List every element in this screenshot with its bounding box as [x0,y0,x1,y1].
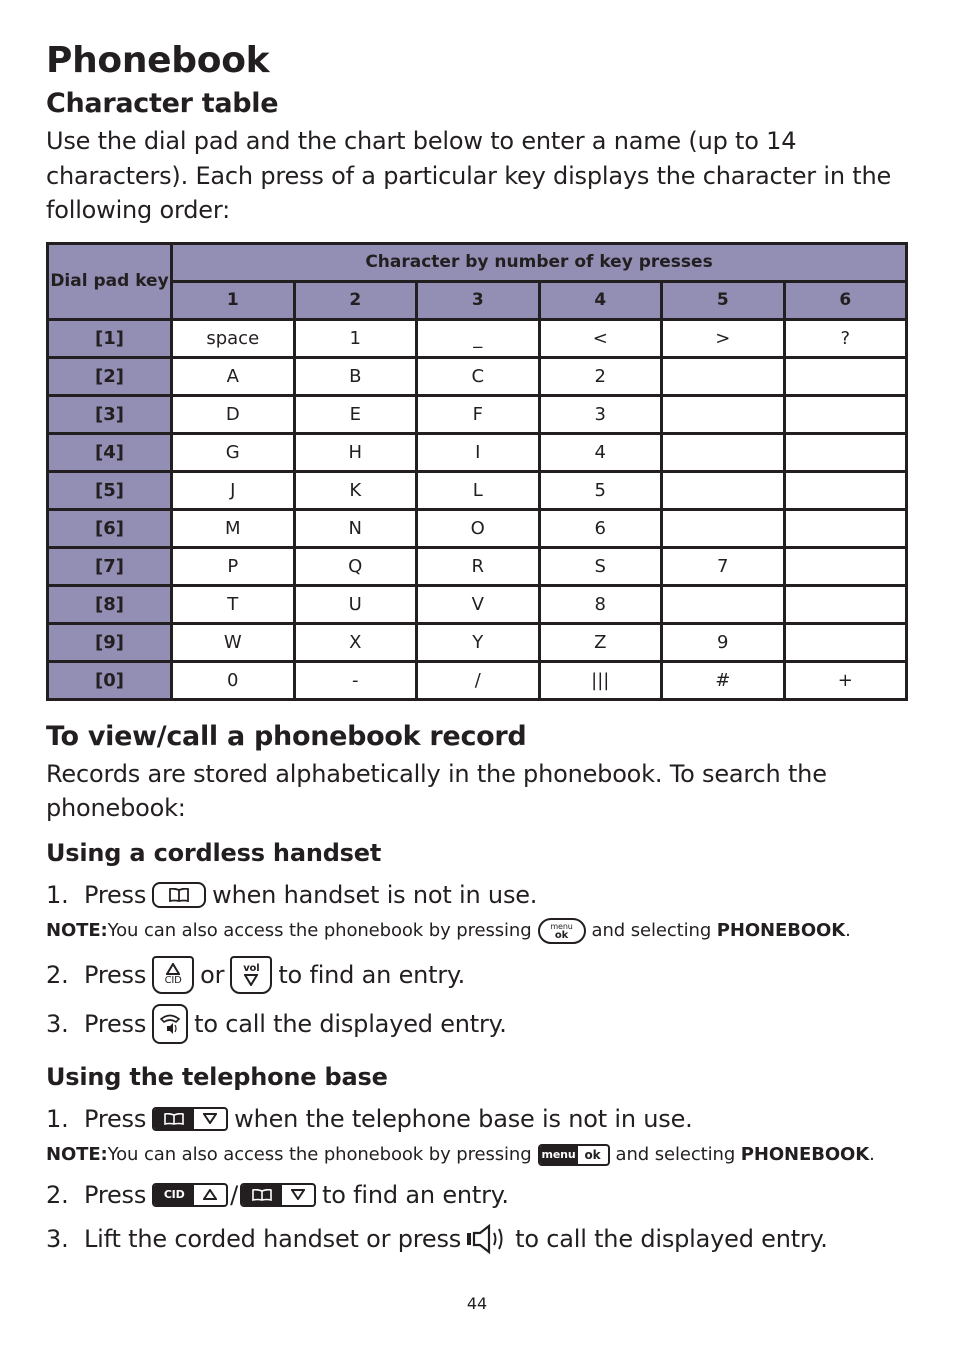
dial-key-cell: [8] [48,585,172,623]
character-cell: P [172,547,295,585]
character-cell: F [417,395,540,433]
character-cell: M [172,509,295,547]
character-table [46,242,908,701]
character-cell [662,585,785,623]
character-cell: ? [784,319,907,357]
character-cell [784,509,907,547]
character-cell: C [417,357,540,395]
dial-key-cell: [6] [48,509,172,547]
base-step-3: 3. Lift the corded handset or press to call the displayed entry. [46,1224,828,1253]
down-arrow-icon [282,1185,314,1205]
base-phonebook-down-key [240,1183,316,1207]
character-cell: D [172,395,295,433]
dial-key-cell: [9] [48,623,172,661]
character-cell: J [172,471,295,509]
character-cell: 8 [539,585,662,623]
character-cell: G [172,433,295,471]
table-row [48,433,907,471]
character-cell: + [784,661,907,699]
subsection-telephone-base: Using the telephone base [46,1062,388,1091]
dial-key-cell: [0] [48,661,172,699]
character-cell: 9 [662,623,785,661]
character-cell [784,471,907,509]
character-cell [784,585,907,623]
table-row [48,509,907,547]
character-cell: T [172,585,295,623]
base-note: NOTE: You can also access the phonebook by pressing menu ok and selecting PHONEBOOK . [46,1143,875,1165]
press-header: 5 [662,281,785,319]
character-cell: I [417,433,540,471]
character-cell [662,509,785,547]
dial-key-cell: [7] [48,547,172,585]
character-cell: B [294,357,417,395]
character-cell: 6 [539,509,662,547]
down-arrow-icon [194,1109,226,1129]
handset-note: NOTE: You can also access the phonebook by pressing menu ok and selecting PHONEBOOK . [46,918,908,944]
handset-step-2: 2. Press CID or vol to find an entry. [46,956,908,994]
character-cell: ||| [539,661,662,699]
press-header: 1 [172,281,295,319]
character-cell: 2 [539,357,662,395]
handset-step-1: 1. Press when handset is not in use. [46,880,538,909]
table-row [48,623,907,661]
dial-key-cell: [2] [48,357,172,395]
character-cell: 7 [662,547,785,585]
press-count-header-row [48,281,907,319]
character-cell: S [539,547,662,585]
character-cell: A [172,357,295,395]
character-cell: U [294,585,417,623]
character-cell: O [417,509,540,547]
character-cell: V [417,585,540,623]
table-row [48,547,907,585]
character-cell [784,395,907,433]
character-cell: # [662,661,785,699]
subsection-cordless-handset: Using a cordless handset [46,838,382,867]
vol-down-key-icon: vol [230,956,272,994]
dial-pad-key-header: Dial pad key [48,243,172,319]
speakerphone-icon [465,1223,509,1255]
character-cell: Y [417,623,540,661]
character-cell [784,433,907,471]
character-cell [662,471,785,509]
phonebook-icon [154,1109,194,1129]
cid-up-key-icon: CID [152,1183,228,1207]
menu-ok-key-icon: menu ok [538,918,586,944]
table-row [48,585,907,623]
character-cell: N [294,509,417,547]
table-row [48,661,907,699]
dial-key-cell: [3] [48,395,172,433]
dial-key-cell: [1] [48,319,172,357]
table-row [48,395,907,433]
intro-text: Use the dial pad and the chart below to enter a name (up to 14 characters). Each press of a particular key displays the character in the following order: [46,127,892,224]
character-cell: 0 [172,661,295,699]
character-cell [784,547,907,585]
character-cell: K [294,471,417,509]
press-header: 6 [784,281,907,319]
page-number: 44 [466,1294,488,1313]
phonebook-icon [152,882,206,908]
character-cell: / [417,661,540,699]
table-row [48,471,907,509]
table-row [48,319,907,357]
character-cell [662,433,785,471]
character-cell: 4 [539,433,662,471]
character-cell: L [417,471,540,509]
dial-key-cell: [4] [48,433,172,471]
handset-step-3: 3. Press to call the displayed entry. [46,1004,908,1044]
character-cell [784,357,907,395]
section-title-character-table: Character table [46,88,279,119]
character-cell: space [172,319,295,357]
character-cell: Q [294,547,417,585]
key-presses-header: Character by number of key presses [172,243,907,281]
press-header: 2 [294,281,417,319]
cid-up-key-icon: CID [152,956,194,994]
character-cell: E [294,395,417,433]
character-cell: Z [539,623,662,661]
character-cell: < [539,319,662,357]
records-text: Records are stored alphabetically in the phonebook. To search the phonebook: [46,759,827,822]
character-cell: - [294,661,417,699]
character-cell: H [294,433,417,471]
character-cell [662,395,785,433]
base-step-1: 1. Press when the telephone base is not in use. [46,1104,693,1133]
dial-key-cell: [5] [48,471,172,509]
character-cell: _ [417,319,540,357]
table-row [48,357,907,395]
character-cell: 1 [294,319,417,357]
base-phonebook-down-key [152,1107,228,1131]
character-cell: > [662,319,785,357]
character-cell: W [172,623,295,661]
character-cell: X [294,623,417,661]
character-cell: 5 [539,471,662,509]
page-heading: Phonebook [46,40,270,81]
character-cell [662,357,785,395]
character-cell: R [417,547,540,585]
press-header: 4 [539,281,662,319]
speaker-call-key-icon [152,1004,188,1044]
character-cell [784,623,907,661]
phonebook-icon [242,1185,282,1205]
manual-page [46,38,908,1256]
character-cell: 3 [539,395,662,433]
section-title-view-call: To view/call a phonebook record [46,720,527,752]
menu-ok-key-icon: menu ok [538,1144,610,1166]
press-header: 3 [417,281,540,319]
base-step-2: 2. Press CID / to find an entry. [46,1180,509,1209]
